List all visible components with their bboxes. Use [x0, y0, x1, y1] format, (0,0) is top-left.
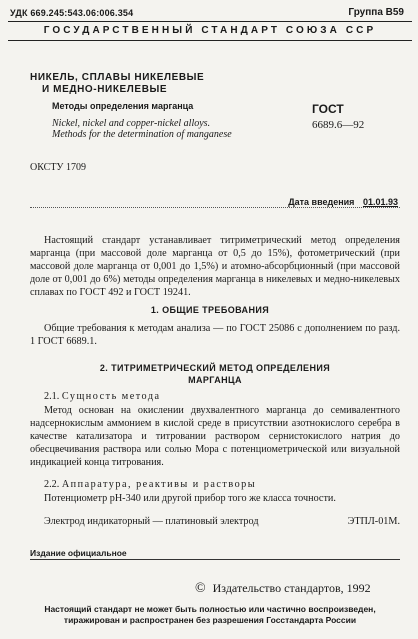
- title-ru-line2: И МЕДНО-НИКЕЛЕВЫЕ: [42, 84, 168, 95]
- electrode-line: [44, 516, 400, 527]
- copyright-text: Издательство стандартов, 1992: [212, 581, 371, 595]
- dotted-divider: [30, 207, 400, 208]
- document-subtitle-ru: Методы определения марганца: [52, 101, 194, 111]
- standard-title: ГОСУДАРСТВЕННЫЙ СТАНДАРТ СОЮЗА ССР: [43, 25, 377, 36]
- copyright-icon: ©: [195, 581, 206, 596]
- title-ru-line1: НИКЕЛЬ, СПЛАВЫ НИКЕЛЕВЫЕ: [30, 72, 205, 83]
- section1-heading: 1. ОБЩИЕ ТРЕБОВАНИЯ: [150, 305, 270, 315]
- section2-heading-line1: 2. ТИТРИМЕТРИЧЕСКИЙ МЕТОД ОПРЕДЕЛЕНИЯ: [99, 363, 331, 373]
- gost-number: 6689.6—92: [312, 119, 365, 131]
- footer-rule: [30, 559, 400, 560]
- udk-code: УДК 669.245:543.06:006.354: [10, 8, 134, 18]
- section1-paragraph: Общие требования к методам анализа — по ГОСТ 25086 с дополнением по разд. 1 ГОСТ 6689.1.: [30, 323, 400, 347]
- document-title-ru: [30, 72, 204, 96]
- subsection-2-1-paragraph: Метод основан на окислении двухвалентного марганца до семивалентного надсернокислым аммонием в кислой среде в присутствии азотнокислого серебра в качестве катализатора и титровании раствором сернистокислого натрия до обесцвечивания раствора или солью Мора с потенциометрической или визуальной индикацией конца титрования.: [30, 405, 400, 468]
- header-rule-bottom: [8, 40, 412, 41]
- gost-label: ГОСТ: [312, 102, 344, 116]
- intro-date-label: Дата введения: [288, 197, 355, 207]
- reproduction-notice: [8, 604, 412, 626]
- notice-line2: тиражирован и распространен без разрешения Госстандарта России: [63, 615, 357, 625]
- title-en-line1: Nickel, nickel and copper-nickel alloys.: [52, 118, 211, 129]
- subsection-2-2-heading: [44, 479, 256, 490]
- document-title-en: [52, 118, 232, 140]
- subsection-2-2-paragraph: Потенциометр рН-340 или другой прибор того же класса точности.: [44, 493, 336, 504]
- subsection-2-2-title: Аппаратура, реактивы и растворы: [61, 479, 257, 490]
- subsection-2-1-number: 2.1.: [44, 391, 60, 402]
- intro-date: [288, 197, 398, 207]
- notice-line1: Настоящий стандарт не может быть полностью или частично воспроизведен,: [44, 604, 376, 614]
- copyright-line: [195, 581, 371, 597]
- header-rule-top: [8, 21, 412, 22]
- intro-paragraph: Настоящий стандарт устанавливает титриметрический метод определения марганца (при массовой доле марганца от 0,5 до 15%), фотометрический (при массовой доле марганца от 0,001 до 1,5%) и атомно-абсорбционный (при массовой доле от 0,001 до 6%) методы определения марганца в никелевых и медно-никелевых сплавах по ГОСТ 492 и ГОСТ 19241.: [30, 235, 400, 298]
- subsection-2-1-heading: [44, 391, 161, 402]
- group-code: Группа В59: [348, 7, 404, 18]
- official-edition-label: Издание официальное: [30, 548, 127, 558]
- electrode-description: Электрод индикаторный — платиновый электрод: [44, 516, 259, 527]
- subsection-2-2-number: 2.2.: [44, 479, 60, 490]
- subsection-2-1-title: Сущность метода: [61, 391, 161, 402]
- title-en-line2: Methods for the determination of manganese: [52, 129, 232, 140]
- section2-heading-line2: МАРГАНЦА: [188, 375, 242, 385]
- intro-date-value: 01.01.93: [362, 197, 398, 207]
- section2-heading: [30, 362, 400, 386]
- electrode-model: ЭТПЛ-01М.: [347, 516, 400, 527]
- okstu-code: ОКСТУ 1709: [30, 162, 87, 173]
